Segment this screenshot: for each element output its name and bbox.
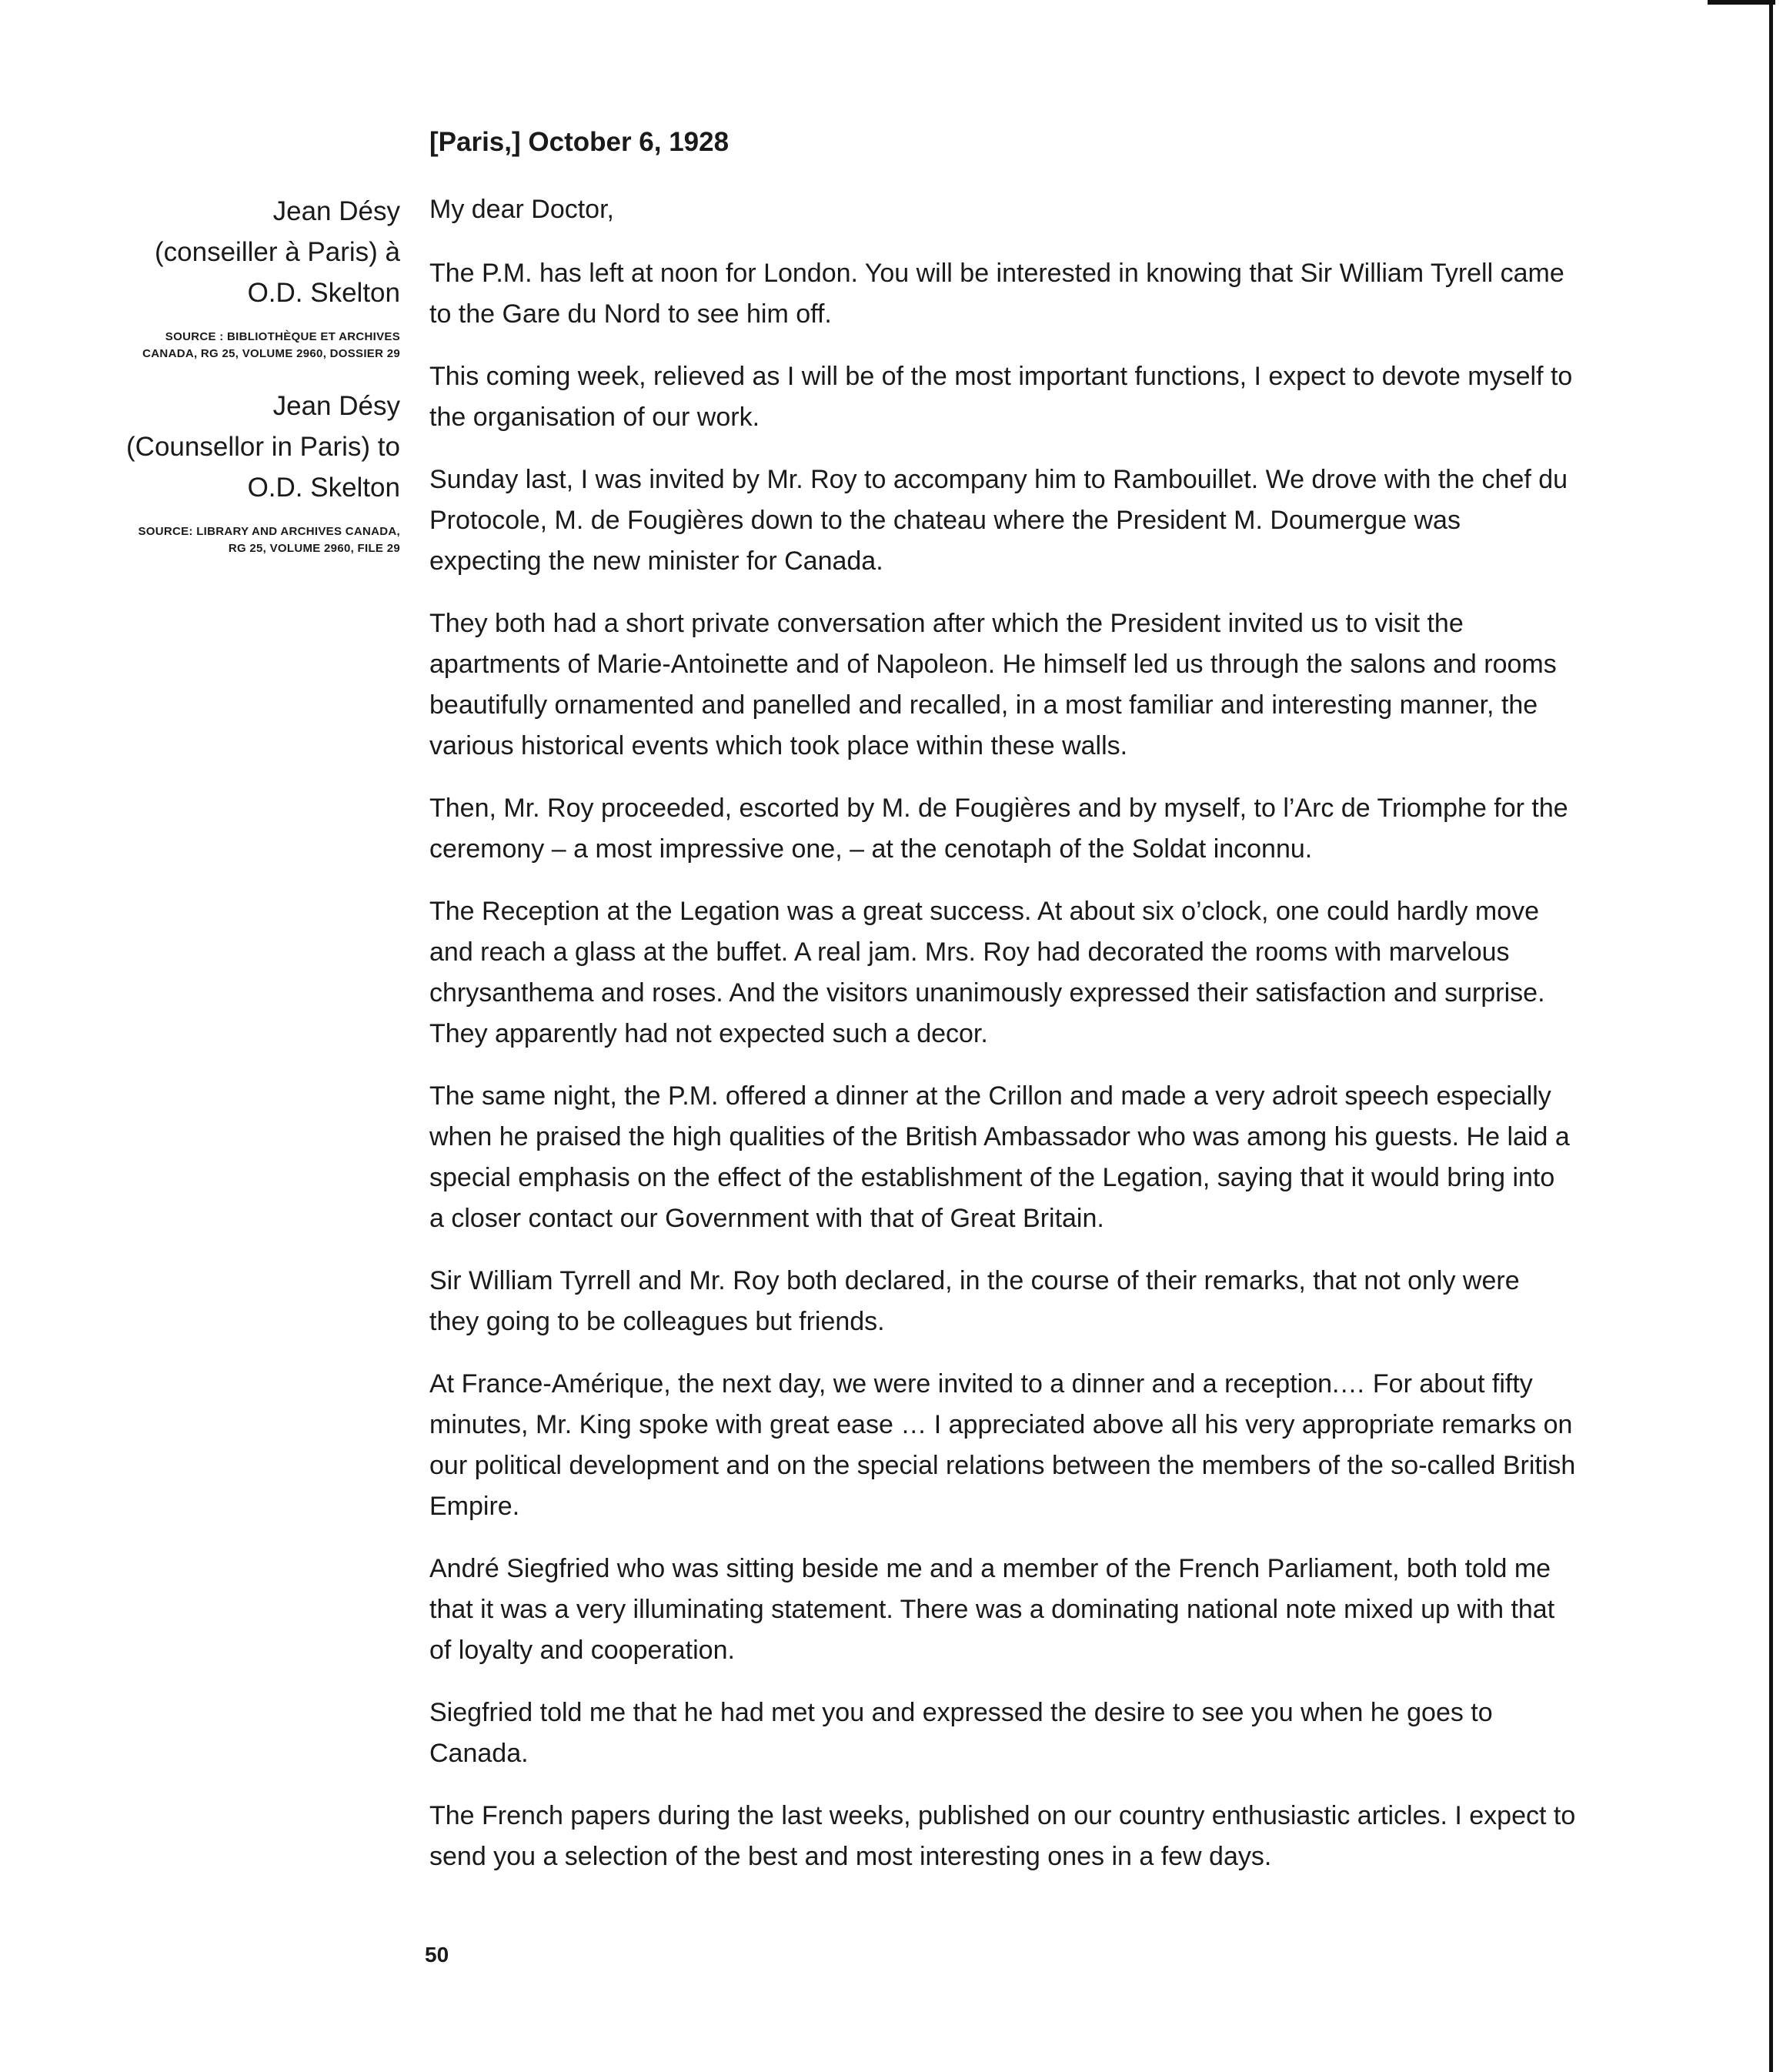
note-source (62, 523, 400, 557)
note-source-line: CANADA, RG 25, VOLUME 2960, DOSSIER 29 (142, 347, 400, 360)
page-number: 50 (425, 1943, 449, 1967)
letter-paragraph: André Siegfried who was sitting beside me and a member of the French Parliament, both told me that it was a very illuminating statement. There was a dominating national note mixed up with that of loyalty and cooperation. (429, 1554, 1555, 1665)
letter-paragraph: The same night, the P.M. offered a dinner at the Crillon and made a very adroit speech especially when he praised the high qualities of the British Ambassador who was among his guests. He laid a special emphasis on the effect of the establishment of the Legation, saying that it would bring into a closer contact our Government with that of Great Britain. (429, 1081, 1570, 1233)
margin-note-french (62, 191, 400, 363)
letter-paragraph: Sunday last, I was invited by Mr. Roy to accompany him to Rambouillet. We drove with the chef du Protocole, M. de Fougières down to the chateau where the President M. Doumergue was expecting the new minister for Canada. (429, 465, 1568, 576)
letter-paragraph: Then, Mr. Roy proceeded, escorted by M. de Fougières and by myself, to l’Arc de Triomphe for the ceremony – a most impressive one, – at the cenotaph of the Soldat inconnu. (429, 794, 1568, 864)
note-source (62, 329, 400, 363)
binding-edge-mark (1708, 0, 1775, 5)
note-title (62, 191, 400, 313)
note-title-line: O.D. Skelton (247, 473, 400, 503)
binding-edge-line (1769, 0, 1773, 2072)
note-source-line: SOURCE : BIBLIOTHÈQUE ET ARCHIVES (165, 330, 400, 343)
note-source-line: RG 25, VOLUME 2960, FILE 29 (228, 542, 400, 555)
letter-paragraph: The French papers during the last weeks, published on our country enthusiastic articles. I expect to send you a selection of the best and most interesting ones in a few days. (429, 1801, 1576, 1871)
letter-paragraph: This coming week, relieved as I will be of the most important functions, I expect to devote myself to the organisation of our work. (429, 362, 1573, 432)
letter-paragraph: The Reception at the Legation was a great success. At about six o’clock, one could hardly move and reach a glass at the buffet. A real jam. Mrs. Roy had decorated the rooms with marvelous chrysanthema and roses. And the visitors unanimously expressed their satisfaction and surprise. They apparently had not expected such a decor. (429, 897, 1545, 1048)
note-title-line: Jean Désy (272, 196, 400, 226)
letter-paragraph: Siegfried told me that he had met you and expressed the desire to see you when he goes to Canada. (429, 1698, 1493, 1768)
margin-notes (62, 191, 400, 580)
letter-paragraph: They both had a short private conversation after which the President invited us to visit the apartments of Marie-Antoinette and of Napoleon. He himself led us through the salons and rooms beautifully ornamented and panelled and recalled, in a most familiar and interesting manner, the various historical events which took place within these walls. (429, 609, 1557, 760)
note-title-line: (Counsellor in Paris) to (126, 432, 400, 462)
letter-paragraph: At France-Amérique, the next day, we were invited to a dinner and a reception.… For about fifty minutes, Mr. King spoke with great ease … I appreciated above all his very appropriate remarks on our political development and on the special relations between the members of the so-called British Empire. (429, 1369, 1576, 1521)
note-source-line: SOURCE: LIBRARY AND ARCHIVES CANADA, (138, 525, 400, 538)
letter-body (429, 123, 1576, 1899)
dateline: [Paris,] October 6, 1928 (429, 127, 730, 157)
note-title-line: O.D. Skelton (247, 278, 400, 308)
salutation: My dear Doctor, (429, 195, 614, 224)
note-title-line: (conseiller à Paris) à (155, 237, 400, 267)
letter-paragraph: The P.M. has left at noon for London. You will be interested in knowing that Sir William Tyrell came to the Gare du Nord to see him off. (429, 259, 1564, 329)
letter-paragraph: Sir William Tyrrell and Mr. Roy both declared, in the course of their remarks, that not only were they going to be colleagues but friends. (429, 1266, 1520, 1336)
note-title (62, 386, 400, 508)
margin-note-english (62, 386, 400, 557)
note-title-line: Jean Désy (272, 391, 400, 421)
